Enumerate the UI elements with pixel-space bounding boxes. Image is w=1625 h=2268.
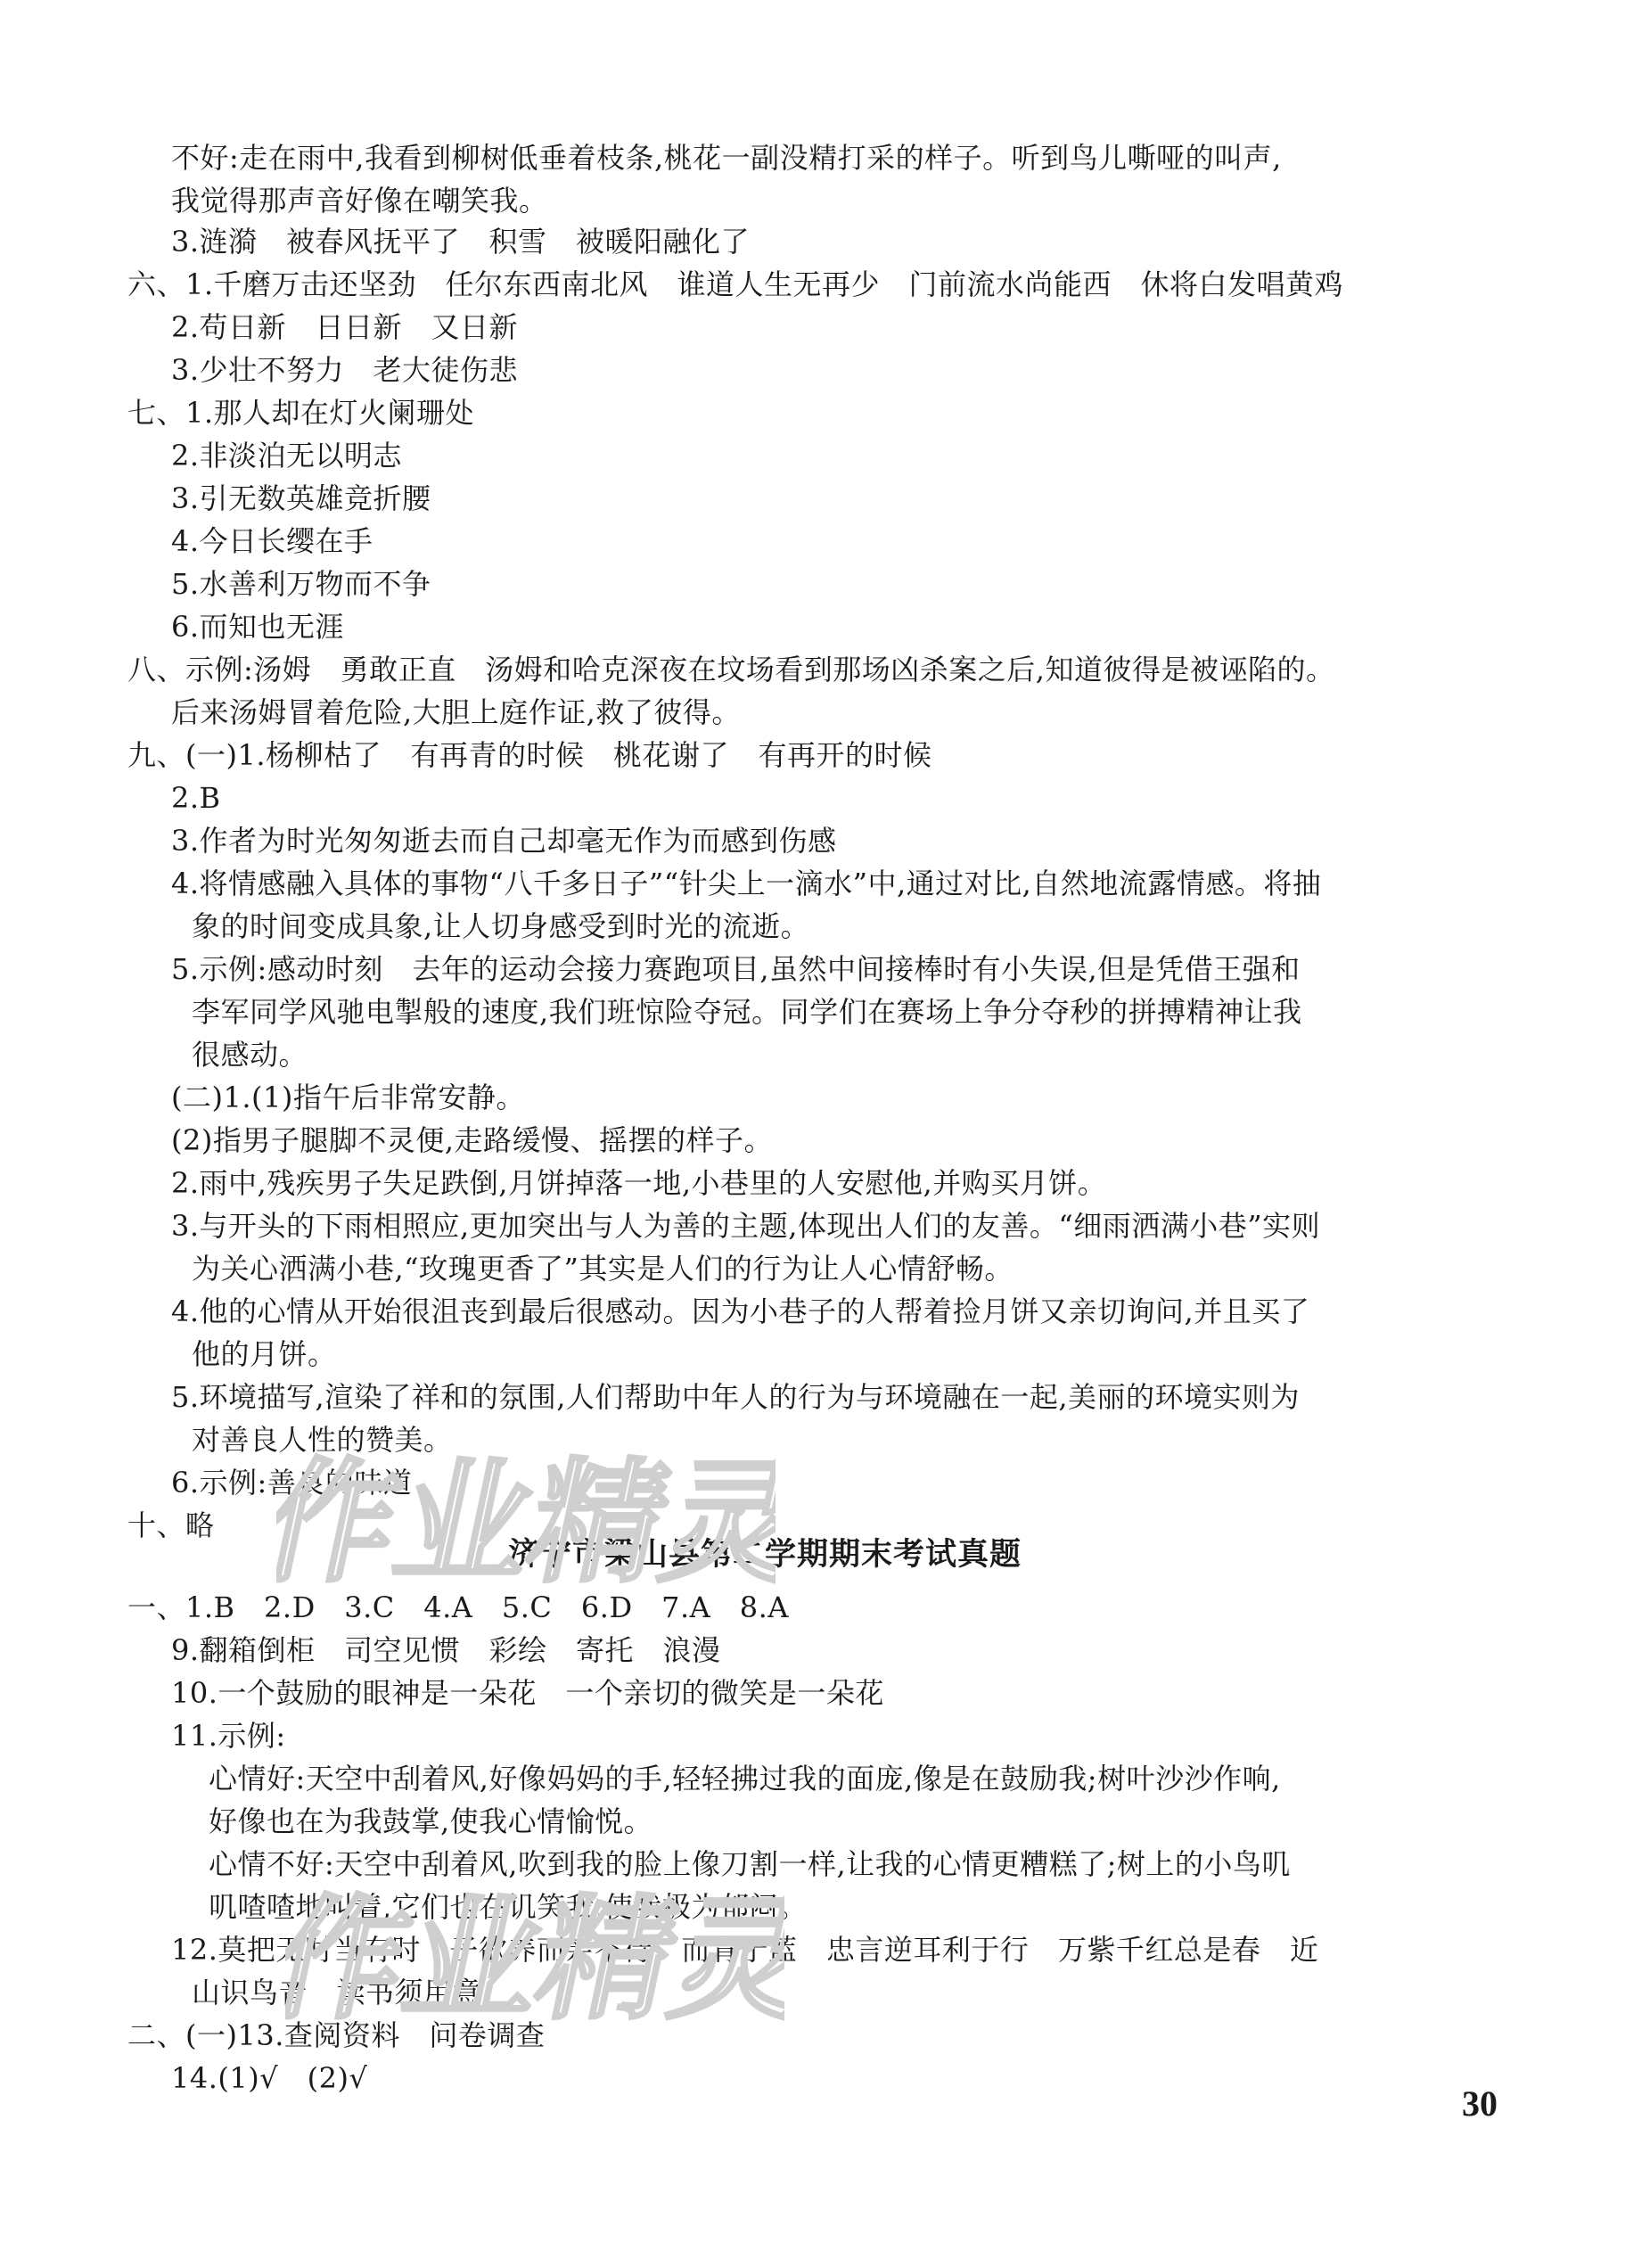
text-line: 十、略 (127, 1508, 215, 1542)
text-line: 不好:走在雨中,我看到柳树低垂着枝条,桃花一副没精打采的样子。听到鸟儿嘶哑的叫声, (171, 141, 1282, 175)
text-line: 心情不好:天空中刮着风,吹到我的脸上像刀割一样,让我的心情更糟糕了;树上的小鸟叽 (209, 1847, 1291, 1881)
text-line: 10.一个鼓励的眼神是一朵花 一个亲切的微笑是一朵花 (171, 1676, 884, 1710)
text-line: 5.水善利万物而不争 (171, 567, 431, 601)
text-line: 4.他的心情从开始很沮丧到最后很感动。因为小巷子的人帮着捡月饼又亲切询问,并且买了 (171, 1294, 1310, 1328)
text-line: 2.非淡泊无以明志 (171, 439, 403, 472)
text-line: 6.示例:善良的味道 (171, 1466, 413, 1500)
text-line: 3.涟漪 被春风抚平了 积雪 被暖阳融化了 (171, 225, 751, 259)
text-line: 心情好:天空中刮着风,好像妈妈的手,轻轻拂过我的面庞,像是在鼓励我;树叶沙沙作响, (209, 1762, 1281, 1796)
text-line: 4.将情感融入具体的事物“八千多日子”“针尖上一滴水”中,通过对比,自然地流露情感。将抽 (171, 867, 1322, 900)
page-number: 30 (1462, 2083, 1498, 2124)
text-line: 11.示例: (171, 1719, 286, 1753)
text-line: 山识鸟音 读书须用意 (192, 1976, 482, 2009)
text-line: 李军同学风驰电掣般的速度,我们班惊险夺冠。同学们在赛场上争分夺秒的拼搏精神让我 (192, 995, 1302, 1029)
text-line: 八、示例:汤姆 勇敢正直 汤姆和哈克深夜在坟场看到那场凶杀案之后,知道彼得是被诬陷的。 (127, 653, 1335, 686)
section-heading: 济宁市梁山县第二学期期末考试真题 (508, 1536, 1022, 1573)
text-line: 5.环境描写,渲染了祥和的氛围,人们帮助中年人的行为与环境融在一起,美丽的环境实则为 (171, 1380, 1301, 1414)
text-line: 叽喳喳地叫着,它们也在讥笑我,使我极为郁闷。 (209, 1890, 808, 1924)
text-line: 一、1.B 2.D 3.C 4.A 5.C 6.D 7.A 8.A (127, 1590, 789, 1624)
text-line: 3.与开头的下雨相照应,更加突出与人为善的主题,体现出人们的友善。“细雨洒满小巷”实则 (171, 1209, 1321, 1243)
text-line: 5.示例:感动时刻 去年的运动会接力赛跑项目,虽然中间接棒时有小失误,但是凭借王强和 (171, 952, 1301, 986)
text-line: 象的时间变成具象,让人切身感受到时光的流逝。 (192, 909, 810, 943)
text-line: 六、1.千磨万击还坚劲 任尔东西南北风 谁道人生无再少 门前流水尚能西 休将白发唱黄鸡 (127, 267, 1344, 301)
text-line: 9.翻箱倒柜 司空见惯 彩绘 寄托 浪漫 (171, 1633, 721, 1667)
text-line: 七、1.那人却在灯火阑珊处 (127, 396, 475, 430)
text-line: 2.雨中,残疾男子失足跌倒,月饼掉落一地,小巷里的人安慰他,并购买月饼。 (171, 1166, 1107, 1200)
text-line: 后来汤姆冒着危险,大胆上庭作证,救了彼得。 (171, 695, 741, 729)
text-line: 我觉得那声音好像在嘲笑我。 (171, 184, 548, 218)
text-line: (二)1.(1)指午后非常安静。 (171, 1081, 525, 1114)
text-line: 3.作者为时光匆匆逝去而自己却毫无作为而感到伤感 (171, 824, 837, 858)
text-line: 2.苟日新 日日新 又日新 (171, 310, 519, 344)
text-line: 很感动。 (192, 1038, 308, 1072)
text-line: 3.少壮不努力 老大徒伤悲 (171, 353, 519, 387)
text-line: 九、(一)1.杨柳枯了 有再青的时候 桃花谢了 有再开的时候 (127, 738, 932, 772)
text-line: 2.B (171, 781, 221, 815)
text-line: 为关心洒满小巷,“玫瑰更香了”其实是人们的行为让人心情舒畅。 (192, 1252, 1014, 1286)
watermark-text: 作业精灵 (276, 1444, 776, 1601)
watermark-text: 作业精灵 (285, 1881, 784, 2038)
text-line: 14.(1)√ (2)√ (171, 2061, 368, 2095)
text-line: 6.而知也无涯 (171, 610, 345, 644)
text-line: 3.引无数英雄竞折腰 (171, 481, 431, 515)
text-line: 12.莫把无时当有时 子欲养而亲不待 而青于蓝 忠言逆耳利于行 万紫千红总是春 近 (171, 1933, 1319, 1967)
text-line: 他的月饼。 (192, 1337, 337, 1371)
text-line: (2)指男子腿脚不灵便,走路缓慢、摇摆的样子。 (171, 1123, 774, 1157)
text-line: 好像也在为我鼓掌,使我心情愉悦。 (209, 1804, 653, 1838)
text-line: 二、(一)13.查阅资料 问卷调查 (127, 2018, 546, 2052)
text-line: 4.今日长缨在手 (171, 524, 373, 558)
text-line: 对善良人性的赞美。 (192, 1423, 453, 1457)
